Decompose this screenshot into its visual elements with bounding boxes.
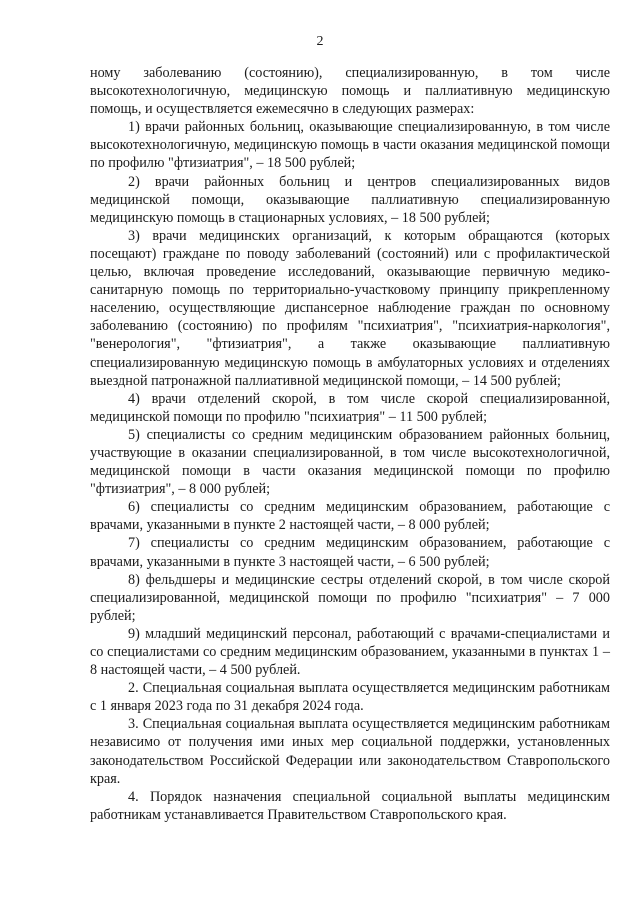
list-item-9: 9) младший медицинский персонал, работающий с врачами-специалистами и со специалистами со средним медицинским образованием, указанными в пунктах 1 – 8 настоящей части, – 4 500 рублей.	[90, 625, 610, 679]
clause-4: 4. Порядок назначения специальной социальной выплаты медицинским работникам устанавливается Правительством Ставропольского края.	[90, 788, 610, 823]
document-body	[90, 64, 610, 824]
page-number: 2	[316, 34, 324, 49]
list-item-8: 8) фельдшеры и медицинские сестры отделений скорой, в том числе скорой специализированной, медицинской помощи по профилю "психиатрия" – 7 000 рублей;	[90, 571, 610, 624]
list-item-1: 1) врачи районных больниц, оказывающие специализированную, в том числе высокотехнологичную, медицинскую помощь в части оказания медицинской помощи по профилю "фтизиатрия", – 18 500 рублей;	[90, 119, 610, 172]
list-item-6: 6) специалисты со средним медицинским образованием, работающие с врачами, указанными в пункте 2 настоящей части, – 8 000 рублей;	[90, 499, 610, 534]
list-item-4: 4) врачи отделений скорой, в том числе скорой специализированной, медицинской помощи по профилю "психиатрия" – 11 500 рублей;	[90, 390, 610, 425]
clause-3: 3. Специальная социальная выплата осуществляется медицинским работникам независимо от получения ими иных мер социальной поддержки, установленных законодательством Российской Федерации или законодательством Ставропольского края.	[90, 716, 610, 787]
list-item-3: 3) врачи медицинских организаций, к которым обращаются (которых посещают) граждане по поводу заболеваний (состояний) или с профилактической целью, включая проведение исследований, оказывающие первичную медико-санитарную помощь по территориально-участковому принципу прикрепленному населению, осуществляющие диспансерное наблюдение граждан по основному заболеванию (состоянию) по профилям "психиатрия", "психиатрия-наркология", "венерология", "фтизиатрия", а также оказывающие паллиативную специализированную медицинскую помощь в амбулаторных условиях и отделениях выездной патронажной паллиативной медицинской помощи, – 14 500 рублей;	[90, 227, 610, 389]
paragraph-continuation: ному заболеванию (состоянию), специализированную, в том числе высокотехнологичную, медицинскую помощь и паллиативную медицинскую помощь, и осуществляется ежемесячно в следующих размерах:	[90, 65, 610, 118]
list-item-5: 5) специалисты со средним медицинским образованием районных больниц, участвующие в оказании специализированной, в том числе высокотехнологичной, медицинской помощи в части оказания медицинской помощи по профилю "фтизиатрия", – 8 000 рублей;	[90, 426, 610, 498]
list-item-7: 7) специалисты со средним медицинским образованием, работающие с врачами, указанными в пункте 3 настоящей части, – 6 500 рублей;	[90, 535, 610, 570]
list-item-2: 2) врачи районных больниц и центров специализированных видов медицинской помощи, оказывающие паллиативную специализированную медицинскую помощь в стационарных условиях, – 18 500 рублей;	[90, 173, 610, 226]
clause-2: 2. Специальная социальная выплата осуществляется медицинским работникам с 1 января 2023 года по 31 декабря 2024 года.	[90, 680, 610, 715]
